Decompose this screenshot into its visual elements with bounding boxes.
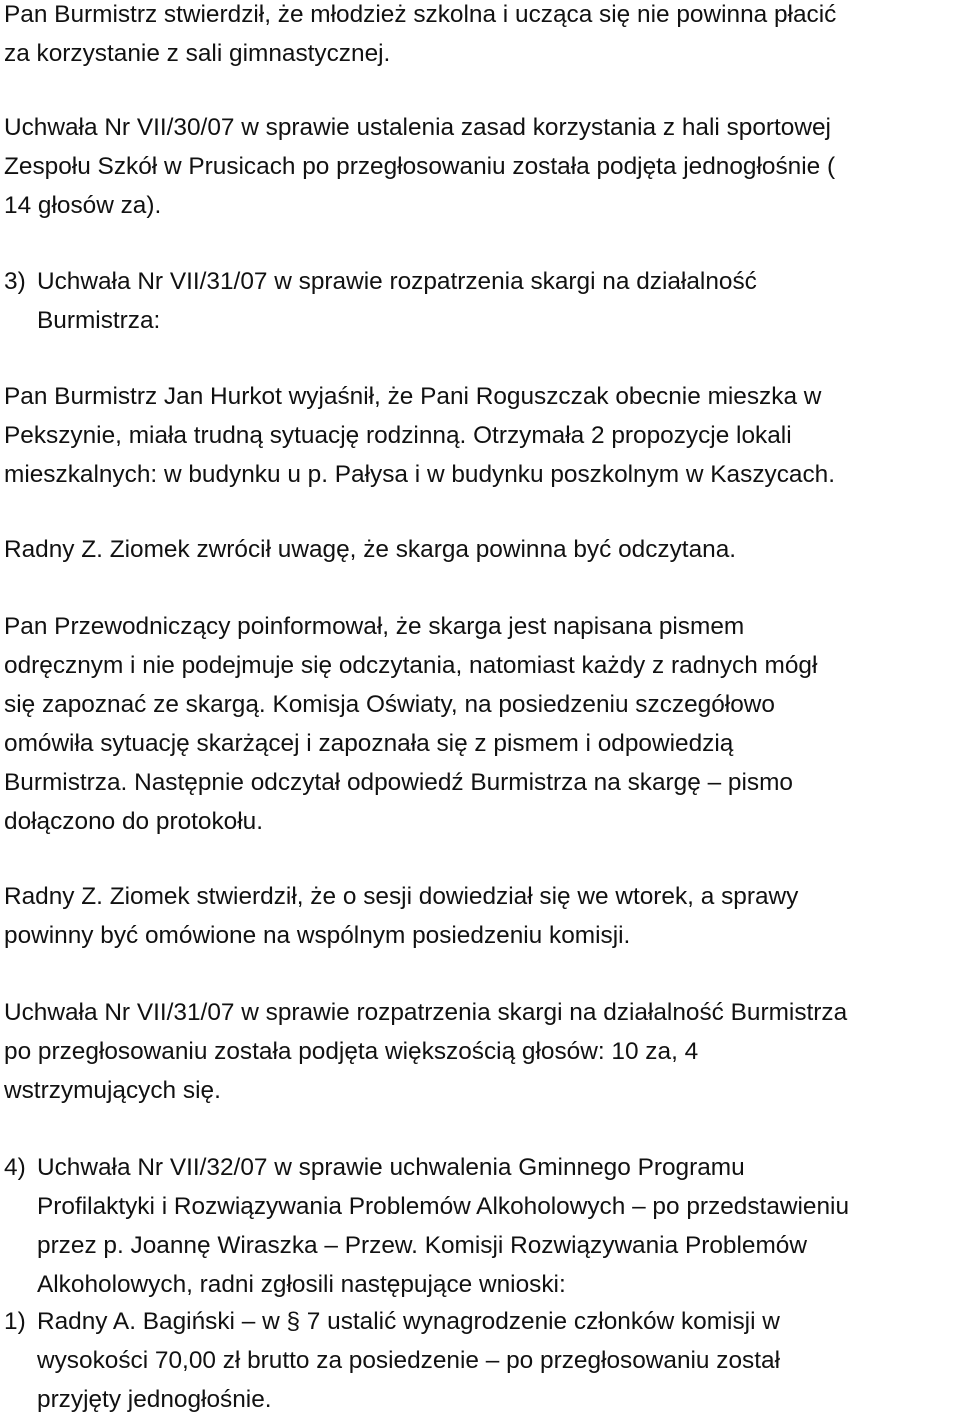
- text-line: Profilaktyki i Rozwiązywania Problemów Alkoholowych – po przedstawieniu: [37, 1193, 850, 1220]
- text-line: Uchwała Nr VII/30/07 w sprawie ustalenia zasad korzystania z hali sportowej: [4, 114, 831, 141]
- item-number: 4): [4, 1154, 26, 1181]
- paragraph-przewodniczacy: [4, 607, 817, 841]
- text-line: powinny być omówione na wspólnym posiedzeniu komisji.: [4, 922, 631, 949]
- text-line: odręcznym i nie podejmuje się odczytania, natomiast każdy z radnych mógł: [4, 652, 818, 679]
- item-number: 1): [4, 1308, 26, 1335]
- text-line: po przegłosowaniu została podjęta większością głosów: 10 za, 4: [4, 1038, 699, 1065]
- paragraph-resolution-30: [4, 108, 835, 225]
- paragraph-resolution-31-vote: [4, 993, 847, 1110]
- paragraph-burmistrz-statement: [4, 0, 836, 73]
- text-line: Burmistrza. Następnie odczytał odpowiedź Burmistrza na skargę – pismo: [4, 769, 793, 796]
- agenda-item-4: [4, 1148, 849, 1304]
- text-line: Burmistrza:: [37, 307, 161, 334]
- item-number: 3): [4, 268, 26, 295]
- text-line: 14 głosów za).: [4, 192, 162, 219]
- text-line: się zapoznać ze skargą. Komisja Oświaty, na posiedzeniu szczegółowo: [4, 691, 775, 718]
- text-line: przez p. Joannę Wiraszka – Przew. Komisji Rozwiązywania Problemów: [37, 1232, 807, 1259]
- paragraph-ziomek-remark: [4, 530, 736, 569]
- text-line: [4, 262, 757, 301]
- text-line: Pan Burmistrz Jan Hurkot wyjaśnił, że Pani Roguszczak obecnie mieszka w: [4, 383, 822, 410]
- text-line: omówiła sytuację skarżącej i zapoznała się z pismem i odpowiedzią: [4, 730, 734, 757]
- text-line: przyjęty jednogłośnie.: [37, 1386, 272, 1413]
- text-line: wstrzymujących się.: [4, 1077, 221, 1104]
- text-line: Radny Z. Ziomek zwrócił uwagę, że skarga powinna być odczytana.: [4, 536, 737, 563]
- text-line: Pan Burmistrz stwierdził, że młodzież szkolna i ucząca się nie powinna płacić: [4, 1, 837, 28]
- paragraph-ziomek-statement: [4, 877, 798, 955]
- item-text: Uchwała Nr VII/32/07 w sprawie uchwalenia Gminnego Programu: [37, 1154, 745, 1181]
- text-line: [4, 1148, 849, 1187]
- text-line: Pekszynie, miała trudną sytuację rodzinną. Otrzymała 2 propozycje lokali: [4, 422, 792, 449]
- text-line: dołączono do protokołu.: [4, 808, 263, 835]
- item-text: Uchwała Nr VII/31/07 w sprawie rozpatrzenia skargi na działalność: [37, 268, 757, 295]
- text-line: Radny Z. Ziomek stwierdził, że o sesji dowiedział się we wtorek, a sprawy: [4, 883, 799, 910]
- agenda-item-4-motion-1: [4, 1302, 780, 1419]
- item-text: Radny A. Bagiński – w § 7 ustalić wynagrodzenie członków komisji w: [37, 1308, 780, 1335]
- text-line: Zespołu Szkół w Prusicach po przegłosowaniu została podjęta jednogłośnie (: [4, 153, 836, 180]
- text-line: Pan Przewodniczący poinformował, że skarga jest napisana pismem: [4, 613, 745, 640]
- text-line: Alkoholowych, radni zgłosili następujące wnioski:: [37, 1271, 566, 1298]
- text-line: za korzystanie z sali gimnastycznej.: [4, 40, 391, 67]
- text-line: wysokości 70,00 zł brutto za posiedzenie – po przegłosowaniu został: [37, 1347, 780, 1374]
- agenda-item-3: [4, 262, 757, 340]
- text-line: [4, 1302, 780, 1341]
- paragraph-burmistrz-explanation: [4, 377, 835, 494]
- text-line: mieszkalnych: w budynku u p. Pałysa i w budynku poszkolnym w Kaszycach.: [4, 461, 836, 488]
- text-line: Uchwała Nr VII/31/07 w sprawie rozpatrzenia skargi na działalność Burmistrza: [4, 999, 848, 1026]
